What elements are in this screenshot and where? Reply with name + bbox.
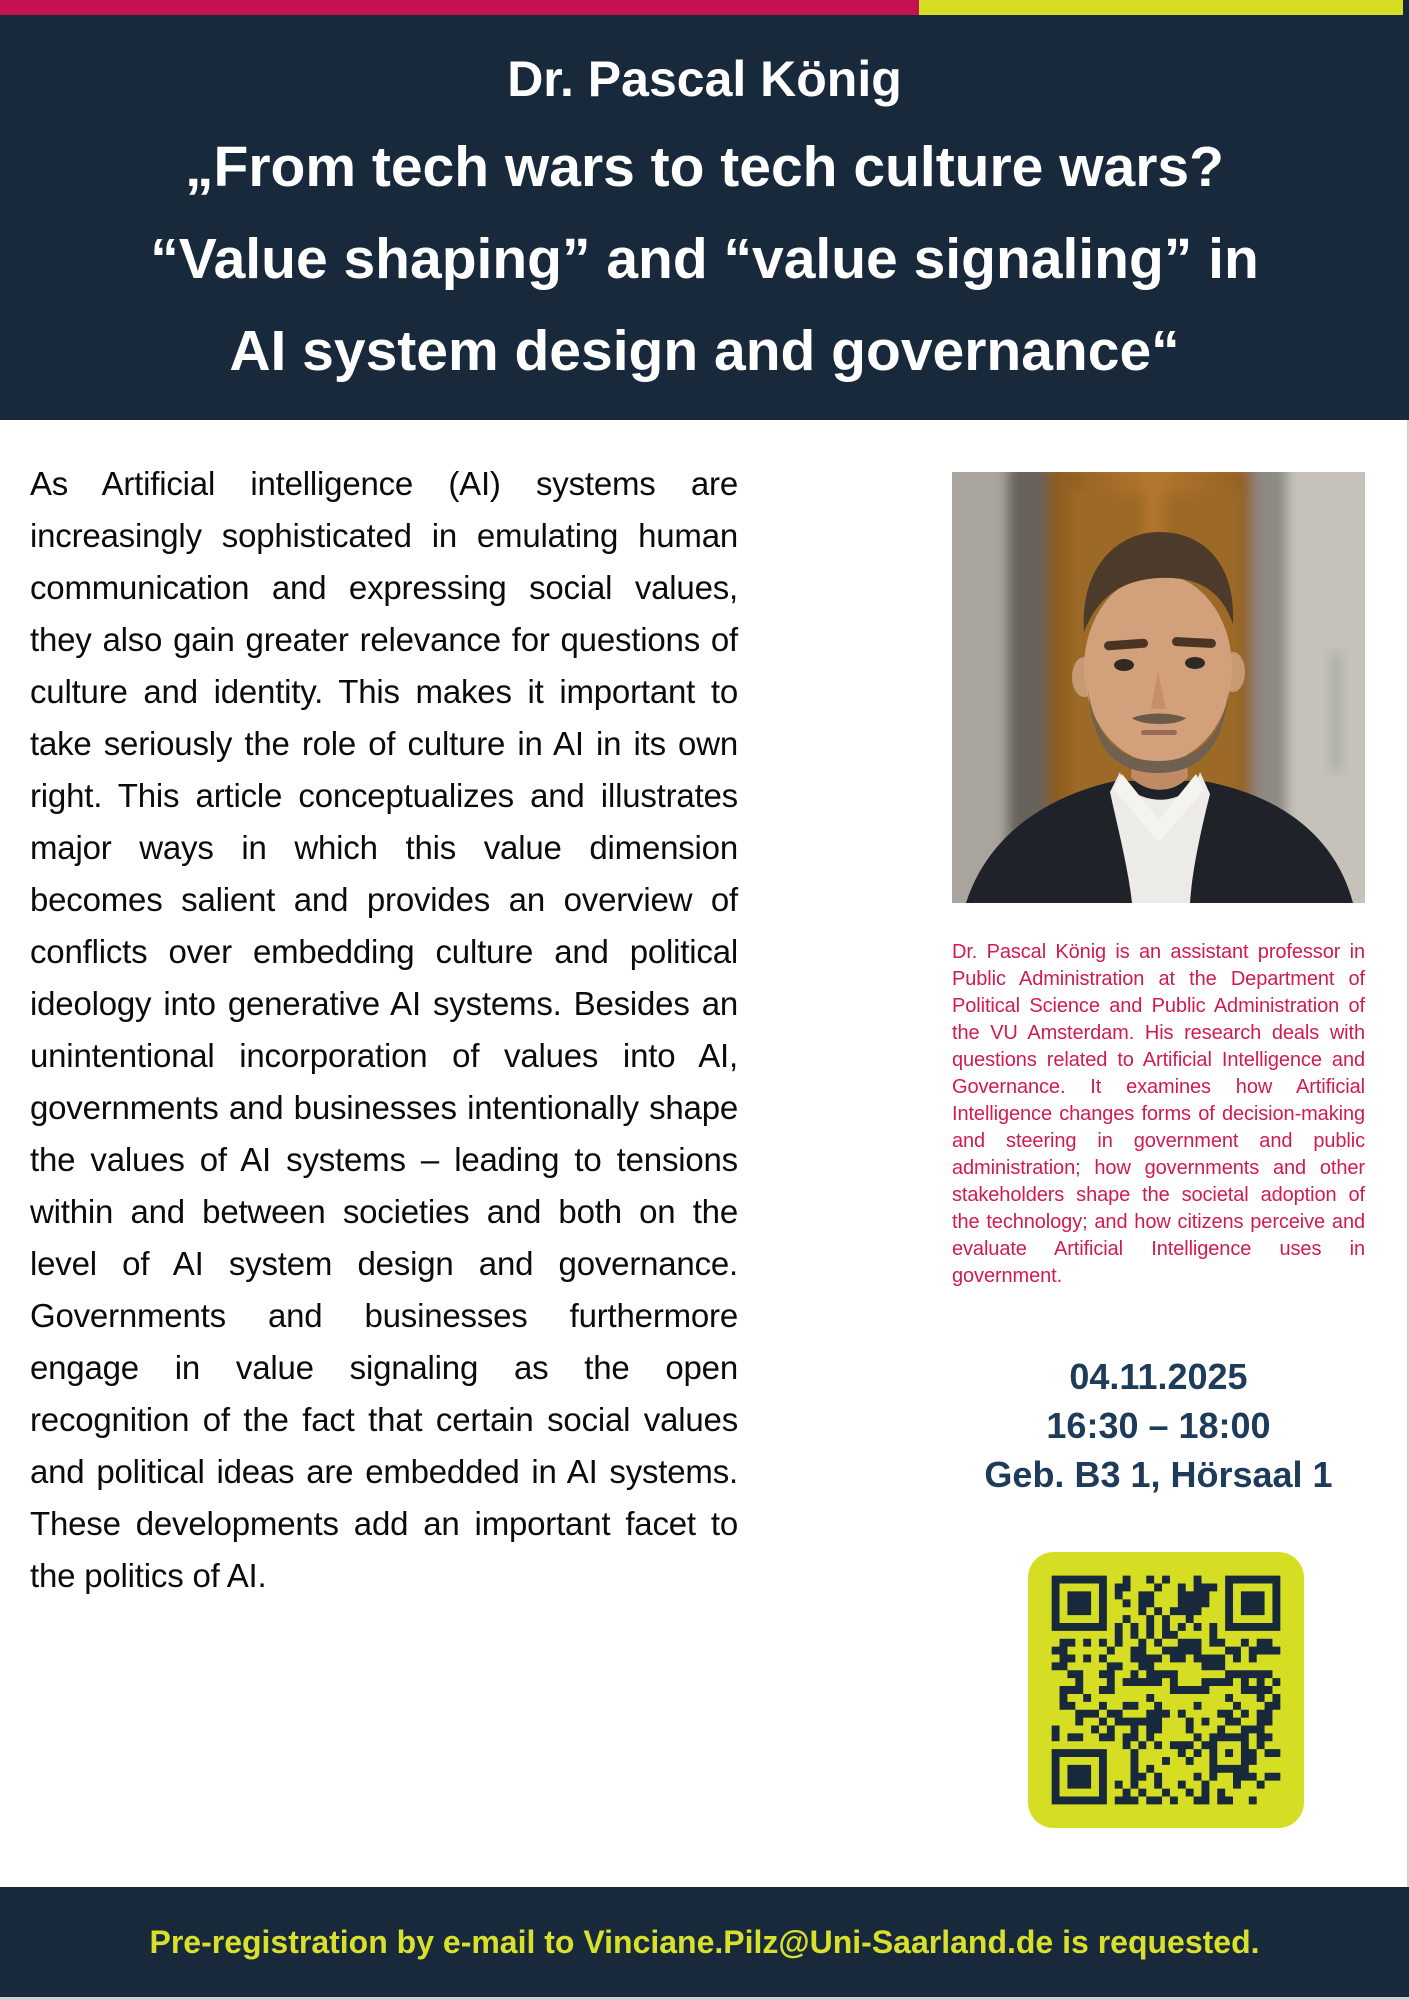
right-column — [952, 472, 1365, 1872]
event-time: 16:30 – 18:00 — [1046, 1405, 1271, 1446]
footer-bar — [0, 1887, 1409, 1997]
abstract-text: As Artificial intelligence (AI) systems are increasingly sophisticated in emulating human communication and expressing social values, they also gain greater relevance for questions of culture and identity. This makes it important to take seriously the role of culture in AI in its own right. This article conceptualizes and illustrates major ways in which this value dimension becomes salient and provides an overview of conflicts over embedding culture and political ideology into generative AI systems. Besides an unintentional incorporation of values into AI, governments and businesses intentionally shape the values of AI systems – leading to tensions within and between societies and both on the level of AI system design and governance. Governments and businesses furthermore engage in value signaling as the open recognition of the fact that certain social values and political ideas are embedded in AI systems. These developments add an important facet to the politics of AI. — [30, 465, 738, 1594]
qr-code — [1028, 1552, 1304, 1828]
speaker-photo — [952, 472, 1365, 903]
footer-registration-note: Pre-registration by e-mail to Vinciane.Pilz@Uni-Saarland.de is requested. — [149, 1924, 1260, 1960]
yellow-accent-segment — [919, 0, 1404, 15]
red-accent-segment — [0, 0, 919, 15]
speaker-name: Dr. Pascal König — [507, 51, 902, 107]
event-details — [952, 1352, 1365, 1499]
qr-code-image — [1028, 1552, 1304, 1828]
event-date: 04.11.2025 — [1069, 1356, 1248, 1397]
speaker-bio: Dr. Pascal König is an assistant professor in Public Administration at the Department of Political Science and Public Administration of the VU Amsterdam. His research deals with questions related to Artificial Intelligence and Governance. It examines how Artificial Intelligence changes forms of decision-making and steering in government and public administration; how governments and other stakeholders shape the societal adoption of the technology; and how citizens perceive and evaluate Artificial Intelligence uses in government. — [952, 941, 1365, 1287]
talk-title-line-3: AI system design and governance“ — [229, 319, 1180, 383]
header-banner — [0, 15, 1409, 420]
top-accent-bar — [0, 0, 1409, 15]
talk-title-line-2: “Value shaping” and “value signaling” in — [150, 227, 1259, 291]
talk-title-line-1: „From tech wars to tech culture wars? — [185, 135, 1224, 199]
event-location: Geb. B3 1, Hörsaal 1 — [984, 1454, 1333, 1495]
